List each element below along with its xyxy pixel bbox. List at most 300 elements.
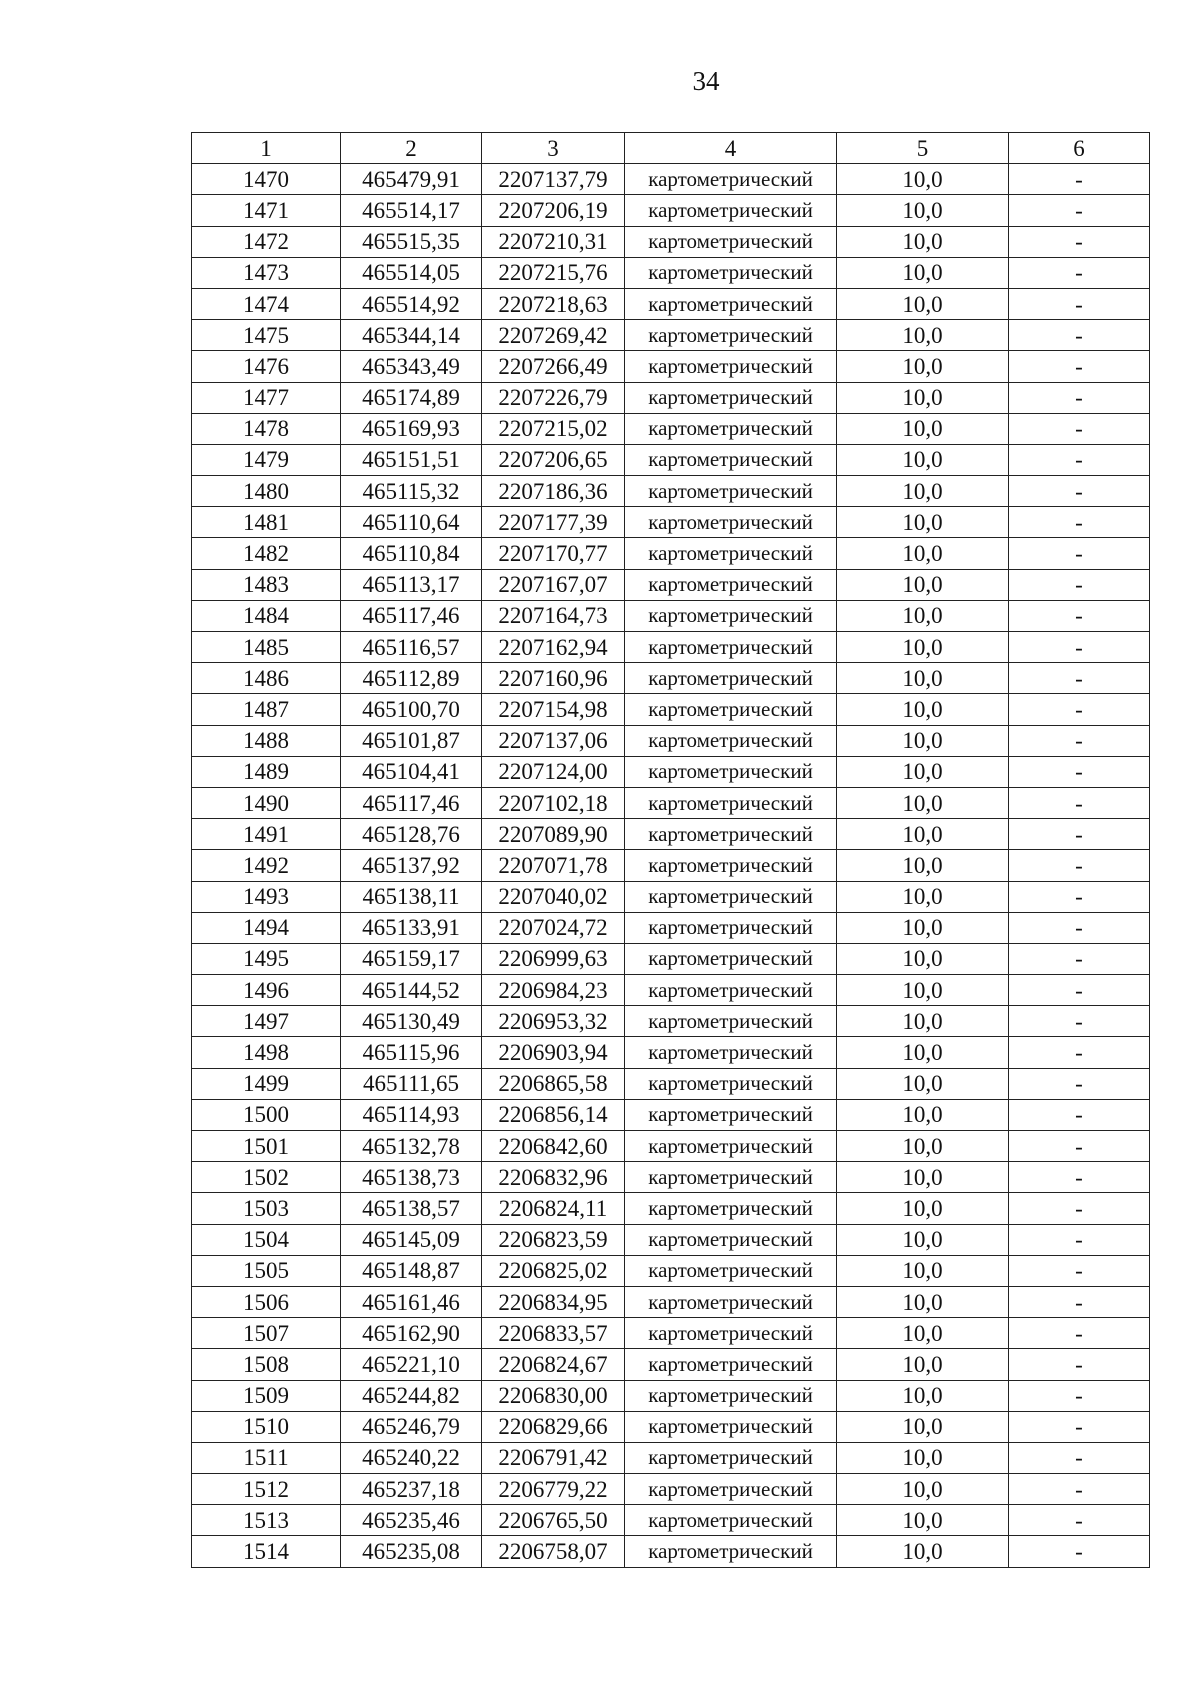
note-cell: - xyxy=(1009,1255,1150,1286)
point-number-cell: 1486 xyxy=(192,663,341,694)
x-coordinate-cell: 465117,46 xyxy=(341,600,482,631)
accuracy-cell: 10,0 xyxy=(837,1536,1009,1567)
method-cell: картометрический xyxy=(625,1099,837,1130)
x-coordinate-cell: 465148,87 xyxy=(341,1255,482,1286)
x-coordinate-cell: 465138,57 xyxy=(341,1193,482,1224)
y-coordinate-cell: 2206765,50 xyxy=(482,1505,625,1536)
note-cell: - xyxy=(1009,476,1150,507)
table-row xyxy=(192,569,1150,600)
accuracy-cell: 10,0 xyxy=(837,1193,1009,1224)
table-row xyxy=(192,1131,1150,1162)
x-coordinate-cell: 465162,90 xyxy=(341,1318,482,1349)
point-number-cell: 1480 xyxy=(192,476,341,507)
y-coordinate-cell: 2206842,60 xyxy=(482,1131,625,1162)
y-coordinate-cell: 2207024,72 xyxy=(482,912,625,943)
method-cell: картометрический xyxy=(625,195,837,226)
note-cell: - xyxy=(1009,912,1150,943)
y-coordinate-cell: 2206953,32 xyxy=(482,1006,625,1037)
x-coordinate-cell: 465116,57 xyxy=(341,632,482,663)
note-cell: - xyxy=(1009,1442,1150,1473)
table-row xyxy=(192,1505,1150,1536)
method-cell: картометрический xyxy=(625,694,837,725)
x-coordinate-cell: 465104,41 xyxy=(341,756,482,787)
x-coordinate-cell: 465479,91 xyxy=(341,164,482,195)
table-row xyxy=(192,320,1150,351)
note-cell: - xyxy=(1009,195,1150,226)
point-number-cell: 1490 xyxy=(192,787,341,818)
note-cell: - xyxy=(1009,1099,1150,1130)
point-number-cell: 1473 xyxy=(192,257,341,288)
y-coordinate-cell: 2207215,76 xyxy=(482,257,625,288)
note-cell: - xyxy=(1009,1474,1150,1505)
column-header: 4 xyxy=(625,133,837,164)
table-row xyxy=(192,1162,1150,1193)
accuracy-cell: 10,0 xyxy=(837,1037,1009,1068)
method-cell: картометрический xyxy=(625,1006,837,1037)
y-coordinate-cell: 2206824,67 xyxy=(482,1349,625,1380)
accuracy-cell: 10,0 xyxy=(837,1224,1009,1255)
y-coordinate-cell: 2206856,14 xyxy=(482,1099,625,1130)
x-coordinate-cell: 465161,46 xyxy=(341,1286,482,1317)
y-coordinate-cell: 2207186,36 xyxy=(482,476,625,507)
accuracy-cell: 10,0 xyxy=(837,1349,1009,1380)
y-coordinate-cell: 2207137,06 xyxy=(482,725,625,756)
y-coordinate-cell: 2206791,42 xyxy=(482,1442,625,1473)
y-coordinate-cell: 2207162,94 xyxy=(482,632,625,663)
y-coordinate-cell: 2207215,02 xyxy=(482,413,625,444)
table-row xyxy=(192,1068,1150,1099)
table-row xyxy=(192,1380,1150,1411)
table-row xyxy=(192,694,1150,725)
x-coordinate-cell: 465113,17 xyxy=(341,569,482,600)
x-coordinate-cell: 465133,91 xyxy=(341,912,482,943)
note-cell: - xyxy=(1009,288,1150,319)
accuracy-cell: 10,0 xyxy=(837,1068,1009,1099)
table-row xyxy=(192,288,1150,319)
table-row xyxy=(192,1006,1150,1037)
table-row xyxy=(192,1286,1150,1317)
table-row xyxy=(192,819,1150,850)
point-number-cell: 1514 xyxy=(192,1536,341,1567)
accuracy-cell: 10,0 xyxy=(837,164,1009,195)
accuracy-cell: 10,0 xyxy=(837,1099,1009,1130)
point-number-cell: 1485 xyxy=(192,632,341,663)
point-number-cell: 1507 xyxy=(192,1318,341,1349)
accuracy-cell: 10,0 xyxy=(837,850,1009,881)
y-coordinate-cell: 2207269,42 xyxy=(482,320,625,351)
x-coordinate-cell: 465110,64 xyxy=(341,507,482,538)
y-coordinate-cell: 2207266,49 xyxy=(482,351,625,382)
accuracy-cell: 10,0 xyxy=(837,413,1009,444)
point-number-cell: 1500 xyxy=(192,1099,341,1130)
method-cell: картометрический xyxy=(625,1162,837,1193)
point-number-cell: 1508 xyxy=(192,1349,341,1380)
point-number-cell: 1511 xyxy=(192,1442,341,1473)
point-number-cell: 1496 xyxy=(192,975,341,1006)
y-coordinate-cell: 2207226,79 xyxy=(482,382,625,413)
note-cell: - xyxy=(1009,1162,1150,1193)
table-row xyxy=(192,881,1150,912)
method-cell: картометрический xyxy=(625,819,837,850)
method-cell: картометрический xyxy=(625,1068,837,1099)
column-header: 5 xyxy=(837,133,1009,164)
note-cell: - xyxy=(1009,413,1150,444)
accuracy-cell: 10,0 xyxy=(837,1255,1009,1286)
column-header: 3 xyxy=(482,133,625,164)
accuracy-cell: 10,0 xyxy=(837,382,1009,413)
point-number-cell: 1509 xyxy=(192,1380,341,1411)
point-number-cell: 1504 xyxy=(192,1224,341,1255)
y-coordinate-cell: 2206779,22 xyxy=(482,1474,625,1505)
accuracy-cell: 10,0 xyxy=(837,288,1009,319)
note-cell: - xyxy=(1009,819,1150,850)
y-coordinate-cell: 2206829,66 xyxy=(482,1411,625,1442)
table-row xyxy=(192,756,1150,787)
x-coordinate-cell: 465515,35 xyxy=(341,226,482,257)
table-body xyxy=(192,164,1150,1567)
y-coordinate-cell: 2207206,19 xyxy=(482,195,625,226)
note-cell: - xyxy=(1009,850,1150,881)
method-cell: картометрический xyxy=(625,1037,837,1068)
table-row xyxy=(192,632,1150,663)
method-cell: картометрический xyxy=(625,1536,837,1567)
note-cell: - xyxy=(1009,226,1150,257)
y-coordinate-cell: 2206758,07 xyxy=(482,1536,625,1567)
accuracy-cell: 10,0 xyxy=(837,1006,1009,1037)
x-coordinate-cell: 465244,82 xyxy=(341,1380,482,1411)
method-cell: картометрический xyxy=(625,507,837,538)
method-cell: картометрический xyxy=(625,1131,837,1162)
x-coordinate-cell: 465114,93 xyxy=(341,1099,482,1130)
y-coordinate-cell: 2207160,96 xyxy=(482,663,625,694)
method-cell: картометрический xyxy=(625,1349,837,1380)
note-cell: - xyxy=(1009,943,1150,974)
note-cell: - xyxy=(1009,382,1150,413)
note-cell: - xyxy=(1009,1411,1150,1442)
point-number-cell: 1506 xyxy=(192,1286,341,1317)
note-cell: - xyxy=(1009,1224,1150,1255)
method-cell: картометрический xyxy=(625,1442,837,1473)
table-row xyxy=(192,912,1150,943)
table-row xyxy=(192,1411,1150,1442)
table-row xyxy=(192,351,1150,382)
note-cell: - xyxy=(1009,787,1150,818)
table-row xyxy=(192,1099,1150,1130)
y-coordinate-cell: 2207137,79 xyxy=(482,164,625,195)
x-coordinate-cell: 465221,10 xyxy=(341,1349,482,1380)
point-number-cell: 1492 xyxy=(192,850,341,881)
method-cell: картометрический xyxy=(625,1255,837,1286)
point-number-cell: 1493 xyxy=(192,881,341,912)
accuracy-cell: 10,0 xyxy=(837,476,1009,507)
note-cell: - xyxy=(1009,1380,1150,1411)
point-number-cell: 1513 xyxy=(192,1505,341,1536)
x-coordinate-cell: 465112,89 xyxy=(341,663,482,694)
point-number-cell: 1497 xyxy=(192,1006,341,1037)
x-coordinate-cell: 465145,09 xyxy=(341,1224,482,1255)
y-coordinate-cell: 2207210,31 xyxy=(482,226,625,257)
note-cell: - xyxy=(1009,444,1150,475)
table-row xyxy=(192,850,1150,881)
point-number-cell: 1488 xyxy=(192,725,341,756)
note-cell: - xyxy=(1009,1193,1150,1224)
table-row xyxy=(192,538,1150,569)
point-number-cell: 1472 xyxy=(192,226,341,257)
accuracy-cell: 10,0 xyxy=(837,226,1009,257)
accuracy-cell: 10,0 xyxy=(837,756,1009,787)
y-coordinate-cell: 2206903,94 xyxy=(482,1037,625,1068)
method-cell: картометрический xyxy=(625,351,837,382)
x-coordinate-cell: 465117,46 xyxy=(341,787,482,818)
y-coordinate-cell: 2206825,02 xyxy=(482,1255,625,1286)
note-cell: - xyxy=(1009,756,1150,787)
accuracy-cell: 10,0 xyxy=(837,787,1009,818)
accuracy-cell: 10,0 xyxy=(837,1505,1009,1536)
y-coordinate-cell: 2207218,63 xyxy=(482,288,625,319)
method-cell: картометрический xyxy=(625,1474,837,1505)
note-cell: - xyxy=(1009,1505,1150,1536)
note-cell: - xyxy=(1009,1037,1150,1068)
table-row xyxy=(192,1474,1150,1505)
point-number-cell: 1498 xyxy=(192,1037,341,1068)
point-number-cell: 1495 xyxy=(192,943,341,974)
method-cell: картометрический xyxy=(625,226,837,257)
x-coordinate-cell: 465514,92 xyxy=(341,288,482,319)
method-cell: картометрический xyxy=(625,756,837,787)
x-coordinate-cell: 465240,22 xyxy=(341,1442,482,1473)
y-coordinate-cell: 2206834,95 xyxy=(482,1286,625,1317)
y-coordinate-cell: 2207089,90 xyxy=(482,819,625,850)
table-row xyxy=(192,413,1150,444)
note-cell: - xyxy=(1009,257,1150,288)
y-coordinate-cell: 2206830,00 xyxy=(482,1380,625,1411)
note-cell: - xyxy=(1009,725,1150,756)
accuracy-cell: 10,0 xyxy=(837,320,1009,351)
accuracy-cell: 10,0 xyxy=(837,1411,1009,1442)
y-coordinate-cell: 2207170,77 xyxy=(482,538,625,569)
point-number-cell: 1487 xyxy=(192,694,341,725)
note-cell: - xyxy=(1009,1349,1150,1380)
method-cell: картометрический xyxy=(625,569,837,600)
x-coordinate-cell: 465137,92 xyxy=(341,850,482,881)
point-number-cell: 1477 xyxy=(192,382,341,413)
table-row xyxy=(192,1318,1150,1349)
method-cell: картометрический xyxy=(625,725,837,756)
y-coordinate-cell: 2207177,39 xyxy=(482,507,625,538)
page-number: 34 xyxy=(692,66,720,96)
column-header: 2 xyxy=(341,133,482,164)
accuracy-cell: 10,0 xyxy=(837,569,1009,600)
x-coordinate-cell: 465130,49 xyxy=(341,1006,482,1037)
point-number-cell: 1501 xyxy=(192,1131,341,1162)
point-number-cell: 1470 xyxy=(192,164,341,195)
method-cell: картометрический xyxy=(625,444,837,475)
y-coordinate-cell: 2207164,73 xyxy=(482,600,625,631)
point-number-cell: 1491 xyxy=(192,819,341,850)
x-coordinate-cell: 465138,11 xyxy=(341,881,482,912)
table-row xyxy=(192,1536,1150,1567)
table-row xyxy=(192,1224,1150,1255)
point-number-cell: 1510 xyxy=(192,1411,341,1442)
note-cell: - xyxy=(1009,507,1150,538)
point-number-cell: 1483 xyxy=(192,569,341,600)
accuracy-cell: 10,0 xyxy=(837,632,1009,663)
point-number-cell: 1512 xyxy=(192,1474,341,1505)
x-coordinate-cell: 465151,51 xyxy=(341,444,482,475)
method-cell: картометрический xyxy=(625,881,837,912)
method-cell: картометрический xyxy=(625,600,837,631)
x-coordinate-cell: 465111,65 xyxy=(341,1068,482,1099)
y-coordinate-cell: 2206824,11 xyxy=(482,1193,625,1224)
point-number-cell: 1476 xyxy=(192,351,341,382)
accuracy-cell: 10,0 xyxy=(837,1131,1009,1162)
coordinates-table xyxy=(191,132,1150,1568)
accuracy-cell: 10,0 xyxy=(837,1286,1009,1317)
table-row xyxy=(192,787,1150,818)
point-number-cell: 1494 xyxy=(192,912,341,943)
x-coordinate-cell: 465132,78 xyxy=(341,1131,482,1162)
table-row xyxy=(192,226,1150,257)
y-coordinate-cell: 2206823,59 xyxy=(482,1224,625,1255)
method-cell: картометрический xyxy=(625,382,837,413)
x-coordinate-cell: 465174,89 xyxy=(341,382,482,413)
x-coordinate-cell: 465110,84 xyxy=(341,538,482,569)
note-cell: - xyxy=(1009,663,1150,694)
x-coordinate-cell: 465343,49 xyxy=(341,351,482,382)
table-row xyxy=(192,507,1150,538)
note-cell: - xyxy=(1009,600,1150,631)
method-cell: картометрический xyxy=(625,1224,837,1255)
note-cell: - xyxy=(1009,694,1150,725)
y-coordinate-cell: 2206984,23 xyxy=(482,975,625,1006)
method-cell: картометрический xyxy=(625,1193,837,1224)
y-coordinate-cell: 2207167,07 xyxy=(482,569,625,600)
x-coordinate-cell: 465115,96 xyxy=(341,1037,482,1068)
y-coordinate-cell: 2206865,58 xyxy=(482,1068,625,1099)
accuracy-cell: 10,0 xyxy=(837,881,1009,912)
point-number-cell: 1505 xyxy=(192,1255,341,1286)
x-coordinate-cell: 465128,76 xyxy=(341,819,482,850)
x-coordinate-cell: 465514,17 xyxy=(341,195,482,226)
method-cell: картометрический xyxy=(625,1380,837,1411)
accuracy-cell: 10,0 xyxy=(837,943,1009,974)
table-row xyxy=(192,164,1150,195)
method-cell: картометрический xyxy=(625,1318,837,1349)
note-cell: - xyxy=(1009,632,1150,663)
y-coordinate-cell: 2207071,78 xyxy=(482,850,625,881)
method-cell: картометрический xyxy=(625,538,837,569)
x-coordinate-cell: 465159,17 xyxy=(341,943,482,974)
table-row xyxy=(192,663,1150,694)
accuracy-cell: 10,0 xyxy=(837,819,1009,850)
x-coordinate-cell: 465235,46 xyxy=(341,1505,482,1536)
note-cell: - xyxy=(1009,1006,1150,1037)
point-number-cell: 1475 xyxy=(192,320,341,351)
accuracy-cell: 10,0 xyxy=(837,725,1009,756)
accuracy-cell: 10,0 xyxy=(837,1380,1009,1411)
method-cell: картометрический xyxy=(625,257,837,288)
point-number-cell: 1478 xyxy=(192,413,341,444)
point-number-cell: 1484 xyxy=(192,600,341,631)
table-row xyxy=(192,1255,1150,1286)
note-cell: - xyxy=(1009,351,1150,382)
note-cell: - xyxy=(1009,164,1150,195)
x-coordinate-cell: 465246,79 xyxy=(341,1411,482,1442)
table-row xyxy=(192,195,1150,226)
x-coordinate-cell: 465144,52 xyxy=(341,975,482,1006)
accuracy-cell: 10,0 xyxy=(837,600,1009,631)
note-cell: - xyxy=(1009,320,1150,351)
accuracy-cell: 10,0 xyxy=(837,1474,1009,1505)
x-coordinate-cell: 465100,70 xyxy=(341,694,482,725)
note-cell: - xyxy=(1009,1286,1150,1317)
table-row xyxy=(192,975,1150,1006)
x-coordinate-cell: 465101,87 xyxy=(341,725,482,756)
table-row xyxy=(192,1037,1150,1068)
accuracy-cell: 10,0 xyxy=(837,538,1009,569)
point-number-cell: 1479 xyxy=(192,444,341,475)
point-number-cell: 1502 xyxy=(192,1162,341,1193)
table-row xyxy=(192,1349,1150,1380)
note-cell: - xyxy=(1009,1131,1150,1162)
table-row xyxy=(192,600,1150,631)
y-coordinate-cell: 2206999,63 xyxy=(482,943,625,974)
note-cell: - xyxy=(1009,1318,1150,1349)
note-cell: - xyxy=(1009,1536,1150,1567)
accuracy-cell: 10,0 xyxy=(837,1162,1009,1193)
method-cell: картометрический xyxy=(625,476,837,507)
method-cell: картометрический xyxy=(625,413,837,444)
column-header: 1 xyxy=(192,133,341,164)
point-number-cell: 1471 xyxy=(192,195,341,226)
y-coordinate-cell: 2207040,02 xyxy=(482,881,625,912)
y-coordinate-cell: 2207102,18 xyxy=(482,787,625,818)
table-row xyxy=(192,943,1150,974)
y-coordinate-cell: 2206833,57 xyxy=(482,1318,625,1349)
accuracy-cell: 10,0 xyxy=(837,1442,1009,1473)
table-row xyxy=(192,1442,1150,1473)
method-cell: картометрический xyxy=(625,632,837,663)
table-row xyxy=(192,257,1150,288)
x-coordinate-cell: 465169,93 xyxy=(341,413,482,444)
x-coordinate-cell: 465237,18 xyxy=(341,1474,482,1505)
table-header-row xyxy=(192,133,1150,164)
method-cell: картометрический xyxy=(625,288,837,319)
y-coordinate-cell: 2207124,00 xyxy=(482,756,625,787)
point-number-cell: 1499 xyxy=(192,1068,341,1099)
note-cell: - xyxy=(1009,1068,1150,1099)
note-cell: - xyxy=(1009,538,1150,569)
method-cell: картометрический xyxy=(625,943,837,974)
y-coordinate-cell: 2207154,98 xyxy=(482,694,625,725)
accuracy-cell: 10,0 xyxy=(837,195,1009,226)
method-cell: картометрический xyxy=(625,787,837,818)
accuracy-cell: 10,0 xyxy=(837,507,1009,538)
x-coordinate-cell: 465235,08 xyxy=(341,1536,482,1567)
note-cell: - xyxy=(1009,975,1150,1006)
accuracy-cell: 10,0 xyxy=(837,912,1009,943)
method-cell: картометрический xyxy=(625,912,837,943)
method-cell: картометрический xyxy=(625,1411,837,1442)
x-coordinate-cell: 465344,14 xyxy=(341,320,482,351)
note-cell: - xyxy=(1009,881,1150,912)
method-cell: картометрический xyxy=(625,320,837,351)
table-row xyxy=(192,444,1150,475)
accuracy-cell: 10,0 xyxy=(837,694,1009,725)
method-cell: картометрический xyxy=(625,850,837,881)
accuracy-cell: 10,0 xyxy=(837,1318,1009,1349)
accuracy-cell: 10,0 xyxy=(837,663,1009,694)
